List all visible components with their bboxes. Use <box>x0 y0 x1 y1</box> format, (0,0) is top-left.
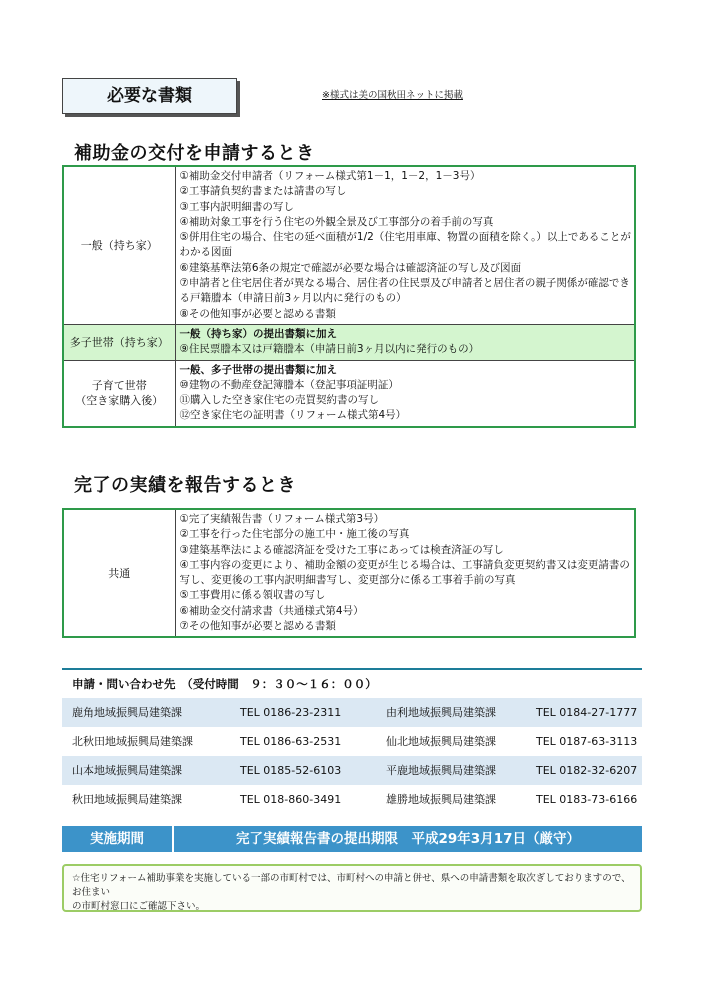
completion-documents-table <box>62 508 636 638</box>
list-item: ②工事を行った住宅部分の施工中・施工後の写真 <box>179 528 410 541</box>
footnote-box <box>62 864 642 912</box>
office-name: 秋田地域振興局建築課 <box>72 793 182 806</box>
office-tel: TEL 018-860-3491 <box>240 793 342 806</box>
page-title: 必要な書類 <box>62 78 237 114</box>
list-item: ③建築基準法による確認済証を受けた工事にあっては検査済証の写し <box>179 543 504 556</box>
implementation-period-bar <box>62 826 642 852</box>
list-item: ⑨住民票謄本又は戸籍謄本（申請日前3ヶ月以内に発行のもの） <box>179 343 480 356</box>
footnote-line: の市町村窓口にご確認下さい。 <box>72 901 206 912</box>
category-childrearing <box>63 360 175 427</box>
office-name: 雄勝地域振興局建築課 <box>386 793 496 806</box>
table-row <box>63 360 635 427</box>
items-common <box>175 509 635 637</box>
office-tel: TEL 0183-73-6166 <box>536 793 638 806</box>
office-tel: TEL 0185-52-6103 <box>240 764 342 777</box>
category-common: 共通 <box>63 509 175 637</box>
list-item: ④補助対象工事を行う住宅の外観全景及び工事部分の着手前の写真 <box>179 215 494 228</box>
list-item: 一般（持ち家）の提出書類に加え <box>179 327 337 340</box>
office-name: 仙北地域振興局建築課 <box>386 735 496 748</box>
list-item: ①補助金交付申請者（リフォーム様式第1－1，1－2，1－3号） <box>179 170 481 182</box>
category-line: 子育て世帯 <box>91 379 147 393</box>
list-item: ③工事内訳明細書の写し <box>179 200 294 213</box>
list-item: ①完了実績報告書（リフォーム様式第3号） <box>179 513 385 525</box>
list-item: ⑪購入した空き家住宅の売買契約書の写し <box>179 394 379 407</box>
footnote-line: ☆住宅リフォーム補助事業を実施している一部の市町村では、市町村への申請と併せ、県への申請書類を取次ぎしておりますので、お住まい <box>72 873 631 898</box>
table-row <box>63 509 635 637</box>
list-item: ⑩建物の不動産登記簿謄本（登記事項証明証） <box>179 378 399 391</box>
contact-row <box>62 785 642 814</box>
contact-list <box>62 698 642 814</box>
office-tel: TEL 0187-63-3113 <box>536 735 638 748</box>
list-item: ⑦申請者と住宅居住者が異なる場合、居住者の住民票及び申請者と居住者の親子関係が確認できる戸籍謄本（申請日前3ヶ月以内に発行のもの） <box>179 277 630 305</box>
period-label: 実施期間 <box>62 826 174 852</box>
office-name: 山本地域振興局建築課 <box>72 764 182 777</box>
contact-row <box>62 756 642 785</box>
contact-heading: 申請・問い合わせ先 （受付時間 ９：３０～１６：００） <box>72 677 377 691</box>
format-note: ※様式は美の国秋田ネットに掲載 <box>322 90 463 101</box>
list-item: ④工事内容の変更により、補助金額の変更が生じる場合は、工事請負変更契約書又は変更請書の写し、変更後の工事内訳明細書写し、変更部分に係る工事着手前の写真 <box>179 558 630 587</box>
list-item: ②工事請負契約書または請書の写し <box>179 185 347 198</box>
section-completion-title: 完了の実績を報告するとき <box>74 475 296 496</box>
list-item: ⑦その他知事が必要と認める書類 <box>179 620 336 633</box>
office-tel: TEL 0182-32-6207 <box>536 764 638 777</box>
list-item: ⑥建築基準法第6条の規定で確認が必要な場合は確認済証の写し及び図面 <box>179 261 522 274</box>
contact-row <box>62 727 642 756</box>
office-name: 由利地域振興局建築課 <box>386 706 496 719</box>
office-name: 鹿角地域振興局建築課 <box>72 706 182 719</box>
category-multichild: 多子世帯（持ち家） <box>63 324 175 360</box>
list-item: ⑥補助金交付請求書（共通様式第4号） <box>179 604 364 617</box>
list-item: 一般、多子世帯の提出書類に加え <box>179 363 337 376</box>
table-row <box>63 324 635 360</box>
office-tel: TEL 0184-27-1777 <box>536 706 638 719</box>
office-tel: TEL 0186-23-2311 <box>240 706 342 719</box>
items-multichild <box>175 324 635 360</box>
category-line: （空き家購入後） <box>75 394 164 408</box>
items-general <box>175 166 635 324</box>
office-tel: TEL 0186-63-2531 <box>240 735 342 748</box>
category-general: 一般（持ち家） <box>63 166 175 324</box>
section-application-title: 補助金の交付を申請するとき <box>74 143 315 164</box>
list-item: ⑧その他知事が必要と認める書類 <box>179 307 336 320</box>
list-item: ⑤併用住宅の場合、住宅の延べ面積が1/2（住宅用車庫、物置の面積を除く。）以上であることがわかる図面 <box>179 231 631 259</box>
contact-row <box>62 698 642 727</box>
list-item: ⑤工事費用に係る領収書の写し <box>179 589 326 602</box>
office-name: 北秋田地域振興局建築課 <box>72 735 193 748</box>
contact-section <box>62 668 642 826</box>
application-documents-table <box>62 165 636 428</box>
table-row <box>63 166 635 324</box>
period-value: 完了実績報告書の提出期限 平成29年3月17日（厳守） <box>236 831 580 847</box>
list-item: ⑫空き家住宅の証明書（リフォーム様式第4号） <box>179 409 407 422</box>
office-name: 平鹿地域振興局建築課 <box>386 764 496 777</box>
items-childrearing <box>175 360 635 427</box>
